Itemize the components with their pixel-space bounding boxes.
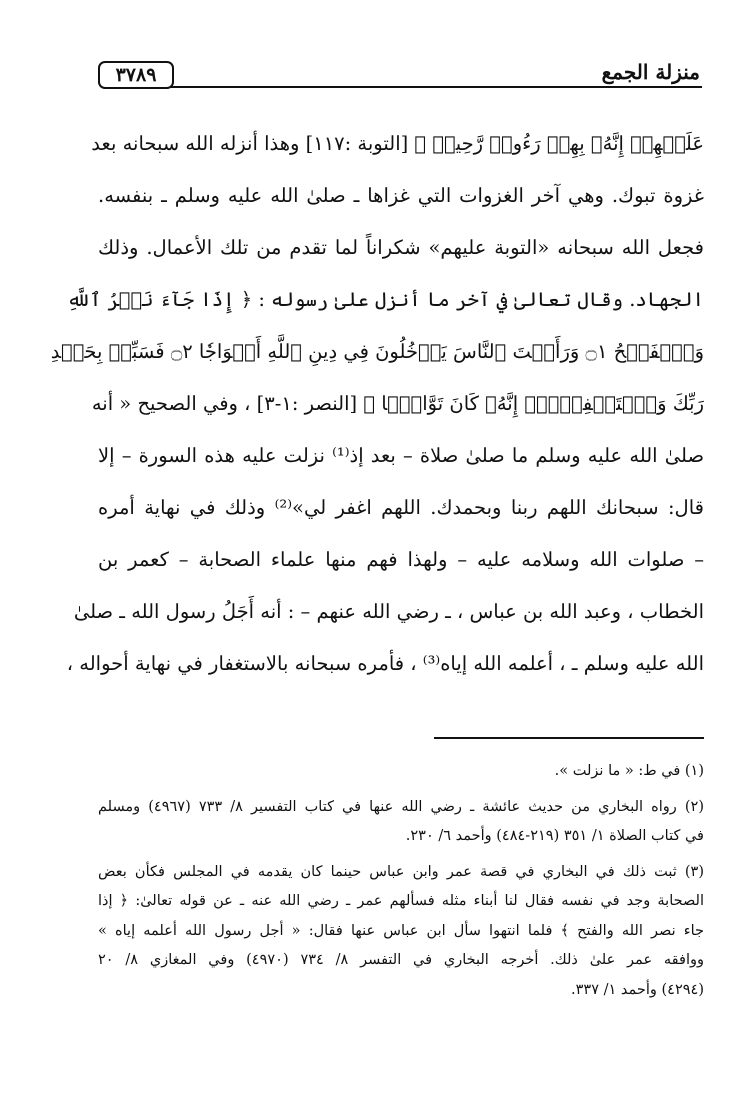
footnote-line: (٤٢٩٤) وأحمد ١/ ٣٣٧. (571, 981, 704, 998)
footnote-line: (٣) ثبت ذلك في البخاري في قصة عمر وابن عباس حينما كان يقدمه في المجلس فكأن بعض (98, 863, 704, 880)
body-line: فجعل الله سبحانه «التوبة عليهم» شكراناً لما تقدم من تلك الأعمال. وذلك (98, 236, 704, 259)
body-line: الله عليه وسلم ـ ، أعلمه الله إياه⁽³⁾ ، فأمره سبحانه بالاستغفار في نهاية أحواله ، (66, 652, 704, 675)
body-line: الجهاد. وقال تعالىٰ في آخر ما أنزل علىٰ رسوله : ﴿ إِذَا جَآءَ نَصۡرُ ٱللَّهِ (66, 288, 704, 311)
footnote-line: (٢) رواه البخاري من حديث عائشة ـ رضي الله عنها في كتاب التفسير ٨/ ٧٣٣ (٤٩٦٧) ومسلم (98, 798, 704, 815)
page-number: ٣٧٨٩ (98, 61, 174, 89)
page-header (96, 56, 702, 92)
footnote-2 (98, 793, 704, 852)
body-line: صلىٰ الله عليه وسلم ما صلىٰ صلاة – بعد إذ⁽¹⁾ نزلت عليه هذه السورة – إلا (98, 444, 705, 467)
body-line: قال: سبحانك اللهم ربنا وبحمدك. اللهم اغفر لي»⁽²⁾ وذلك في نهاية أمره (98, 496, 704, 519)
body-line: عَلَيۡهِمۡ إِنَّهُۥ بِهِمۡ رَءُوفٞ رَّحِيمٞ ﴾ [التوبة :١١٧] وهذا أنزله الله سبحانه بعد (91, 132, 704, 155)
footnote-line: ووافقه عمر علىٰ ذلك. أخرجه البخاري في التفسر ٨/ ٧٣٤ (٤٩٧٠) وفي المغازي ٨/ ٢٠ (98, 952, 704, 968)
footnote-line: (١) في ط: « ما نزلت ». (554, 763, 704, 779)
header-rule (166, 86, 702, 88)
body-line: غزوة تبوك. وهي آخر الغزوات التي غزاها ـ صلىٰ الله عليه وسلم ـ بنفسه. (98, 184, 704, 207)
footnotes (98, 757, 704, 1005)
footnote-3 (98, 858, 704, 1006)
body-line: الخطاب ، وعبد الله بن عباس ، ـ رضي الله عنهم – : أنه أَجَلُ رسول الله ـ صلىٰ (73, 600, 704, 623)
body-text (50, 118, 705, 690)
footnote-line: الصحابة وجد في نفسه فقال لنا أبناء مثله فسألهم عمر ـ رضي الله عنه ـ عن قوله تعالىٰ: ﴿ إذا (98, 893, 704, 909)
body-line: رَبِّكَ وَٱسۡتَغۡفِرۡهُۚ إِنَّهُۥ كَانَ تَوَّابَۢا ﴾ [النصر :١-٣] ، وفي الصحيح « أنه (91, 392, 704, 415)
body-line: وَٱلۡفَتۡحُ ۝١ وَرَأَيۡتَ ٱلنَّاسَ يَدۡخُلُونَ فِي دِينِ ٱللَّهِ أَفۡوَاجٗا ۝٢ فَسَبِّحۡ بِحَمۡدِ (50, 340, 704, 363)
body-line: – صلوات الله وسلامه عليه – ولهذا فهم منها علماء الصحابة – كعمر بن (98, 548, 704, 571)
footnote-line: جاء نصر الله والفتح ﴾ فلما انتهوا سأل ابن عباس عنها فقال: « أجل رسول الله أعلمه إياه » (98, 922, 704, 939)
footnote-separator (434, 737, 704, 739)
running-title: منزلة الجمع (601, 60, 700, 84)
footnote-line: في كتاب الصلاة ١/ ٣٥١ (٢١٩-٤٨٤) وأحمد ٦/ ٢٣٠. (405, 828, 704, 844)
footnote-1 (98, 757, 704, 787)
